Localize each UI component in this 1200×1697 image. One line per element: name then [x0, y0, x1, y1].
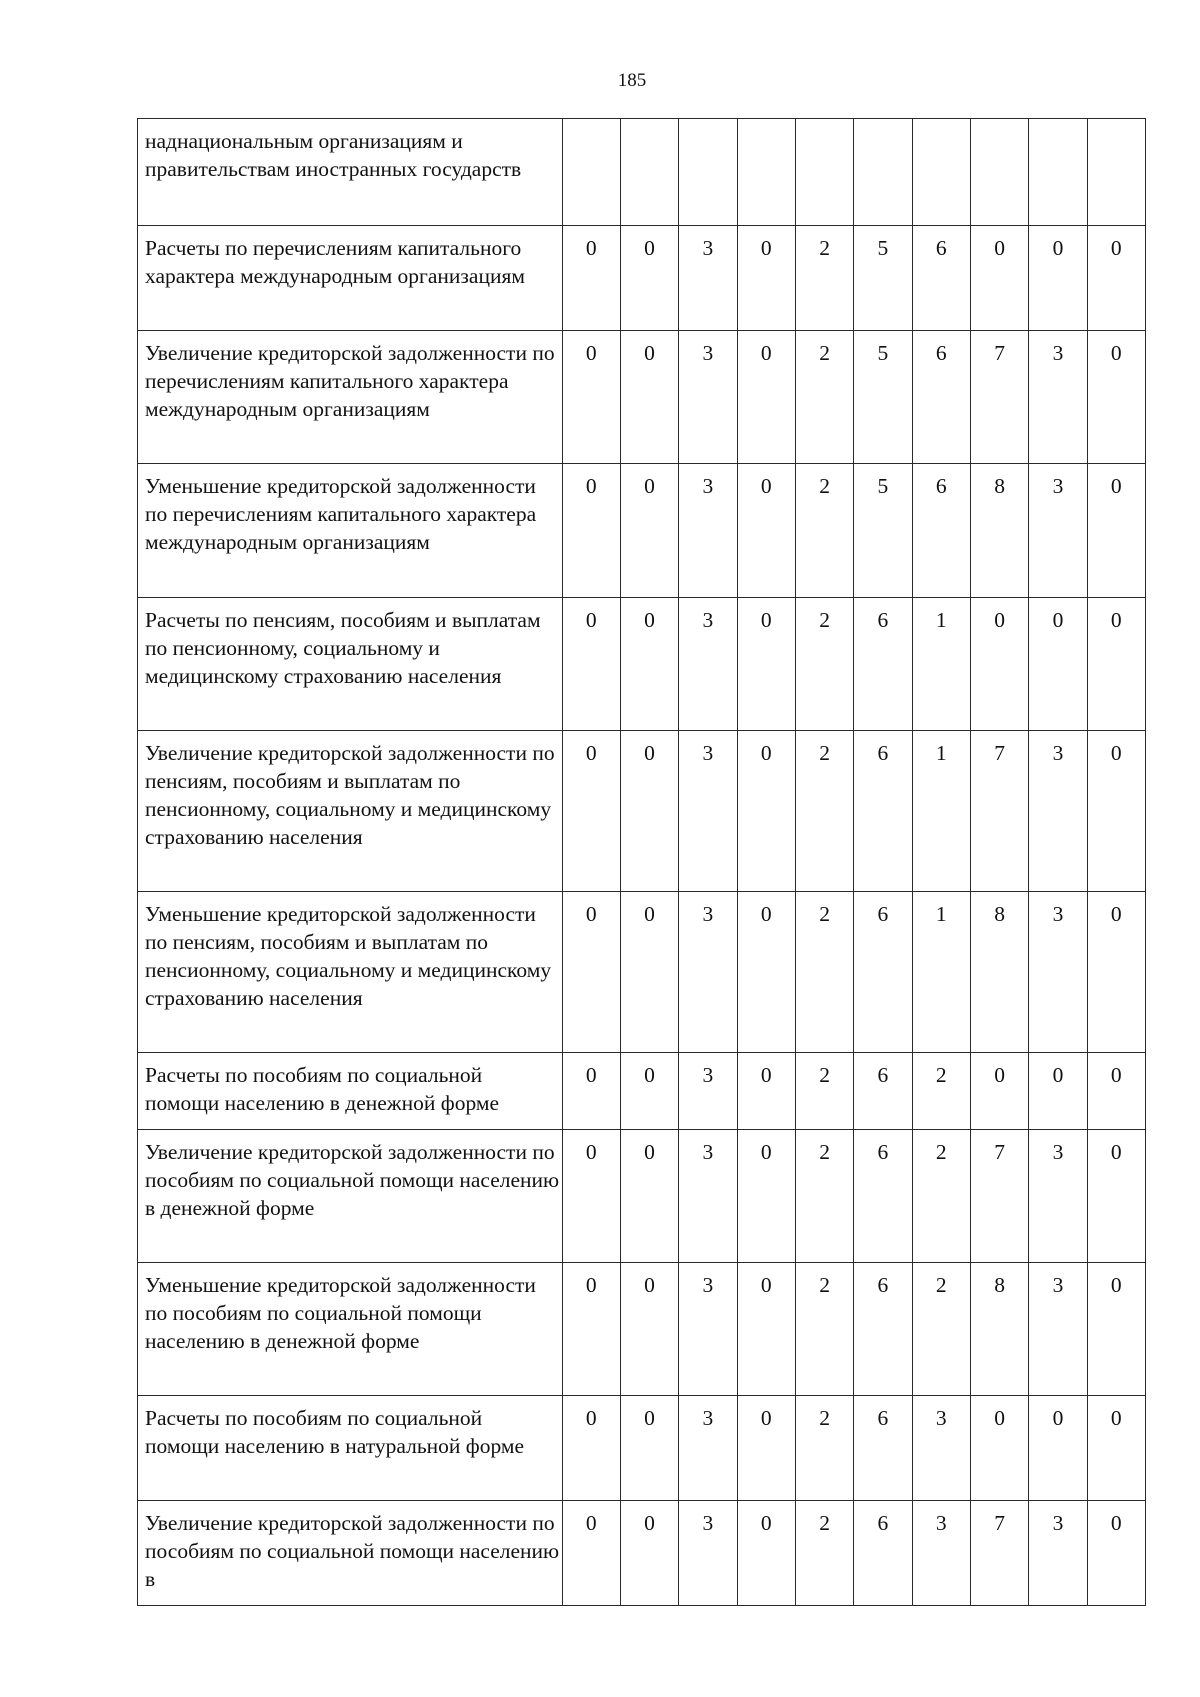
code-digit-cell: 0: [737, 1130, 795, 1263]
code-digit-cell: 0: [620, 731, 678, 892]
code-digit-cell: 0: [620, 1263, 678, 1396]
code-digit-cell: 3: [679, 598, 737, 731]
row-label: Расчеты по пособиям по социальной помощи населению в денежной форме: [138, 1053, 563, 1130]
code-digit-cell: 6: [912, 226, 970, 331]
code-digit-cell: 2: [795, 598, 853, 731]
code-digit-cell: 6: [854, 1053, 912, 1130]
code-digit-cell: 0: [737, 731, 795, 892]
code-digit-cell: [562, 119, 620, 226]
code-digit-cell: [795, 119, 853, 226]
code-digit-cell: 3: [679, 331, 737, 464]
code-digit-cell: 3: [1029, 331, 1087, 464]
code-digit-cell: 6: [854, 731, 912, 892]
code-digit-cell: 1: [912, 731, 970, 892]
code-digit-cell: 3: [679, 731, 737, 892]
row-label: Увеличение кредиторской задолженности по перечислениям капитального характера международным организациям: [138, 331, 563, 464]
code-digit-cell: 0: [620, 1053, 678, 1130]
code-digit-cell: 2: [795, 1263, 853, 1396]
table-row: [138, 1130, 1146, 1263]
code-digit-cell: 7: [970, 1501, 1028, 1606]
code-digit-cell: 5: [854, 331, 912, 464]
code-digit-cell: 0: [1087, 1053, 1145, 1130]
code-digit-cell: 3: [679, 226, 737, 331]
code-digit-cell: 3: [1029, 892, 1087, 1053]
code-digit-cell: 0: [562, 331, 620, 464]
code-digit-cell: 3: [679, 1053, 737, 1130]
code-digit-cell: 6: [854, 892, 912, 1053]
code-digit-cell: 0: [737, 1263, 795, 1396]
code-digit-cell: 2: [912, 1263, 970, 1396]
table-row: [138, 1263, 1146, 1396]
code-digit-cell: 0: [970, 226, 1028, 331]
code-digit-cell: 3: [1029, 1501, 1087, 1606]
code-digit-cell: 0: [737, 331, 795, 464]
code-digit-cell: 0: [970, 1396, 1028, 1501]
code-digit-cell: 0: [562, 1501, 620, 1606]
code-digit-cell: 0: [620, 892, 678, 1053]
code-digit-cell: 2: [795, 892, 853, 1053]
code-digit-cell: 2: [795, 1501, 853, 1606]
code-digit-cell: 3: [1029, 731, 1087, 892]
code-digit-cell: 0: [620, 1130, 678, 1263]
code-digit-cell: 0: [1087, 731, 1145, 892]
code-digit-cell: 0: [737, 892, 795, 1053]
code-digit-cell: 2: [795, 331, 853, 464]
code-digit-cell: 3: [1029, 1130, 1087, 1263]
code-digit-cell: 0: [1087, 598, 1145, 731]
code-digit-cell: 0: [1087, 892, 1145, 1053]
code-digit-cell: 6: [854, 1263, 912, 1396]
code-digit-cell: 0: [1087, 1501, 1145, 1606]
code-digit-cell: 0: [737, 598, 795, 731]
code-digit-cell: 0: [970, 598, 1028, 731]
code-digit-cell: 0: [620, 226, 678, 331]
code-digit-cell: 2: [795, 1053, 853, 1130]
code-digit-cell: 0: [1029, 226, 1087, 331]
code-digit-cell: 0: [562, 464, 620, 598]
code-digit-cell: 0: [562, 1053, 620, 1130]
code-digit-cell: 0: [1029, 1053, 1087, 1130]
code-digit-cell: 6: [912, 331, 970, 464]
code-digit-cell: 0: [737, 1053, 795, 1130]
code-digit-cell: 0: [1029, 598, 1087, 731]
code-digit-cell: 0: [737, 1501, 795, 1606]
code-digit-cell: 0: [1087, 1396, 1145, 1501]
code-digit-cell: 2: [795, 1130, 853, 1263]
table-row: [138, 892, 1146, 1053]
code-digit-cell: 0: [562, 1130, 620, 1263]
code-digit-cell: 3: [1029, 464, 1087, 598]
code-digit-cell: 0: [1087, 1130, 1145, 1263]
code-digit-cell: 0: [1029, 1396, 1087, 1501]
code-digit-cell: 0: [562, 731, 620, 892]
code-digit-cell: 0: [562, 598, 620, 731]
table-row: [138, 1396, 1146, 1501]
code-digit-cell: 0: [620, 1501, 678, 1606]
code-digit-cell: 6: [912, 464, 970, 598]
row-label: наднациональным организациям и правительствам иностранных государств: [138, 119, 563, 226]
code-digit-cell: 0: [562, 226, 620, 331]
code-digit-cell: 0: [970, 1053, 1028, 1130]
code-digit-cell: 5: [854, 226, 912, 331]
code-digit-cell: 2: [795, 464, 853, 598]
code-digit-cell: 3: [679, 892, 737, 1053]
table-row: [138, 119, 1146, 226]
code-digit-cell: 0: [1087, 1263, 1145, 1396]
code-digit-cell: 7: [970, 731, 1028, 892]
table-row: [138, 598, 1146, 731]
code-digit-cell: 3: [679, 1501, 737, 1606]
code-digit-cell: 3: [1029, 1263, 1087, 1396]
code-digit-cell: 0: [562, 1396, 620, 1501]
code-digit-cell: 8: [970, 892, 1028, 1053]
code-digit-cell: 8: [970, 1263, 1028, 1396]
code-digit-cell: 2: [912, 1053, 970, 1130]
table-row: [138, 1053, 1146, 1130]
code-digit-cell: 3: [679, 464, 737, 598]
code-digit-cell: 3: [679, 1396, 737, 1501]
code-digit-cell: 3: [912, 1501, 970, 1606]
code-digit-cell: 2: [912, 1130, 970, 1263]
code-digit-cell: 0: [620, 598, 678, 731]
code-digit-cell: 0: [620, 331, 678, 464]
code-digit-cell: 2: [795, 1396, 853, 1501]
code-digit-cell: 6: [854, 1501, 912, 1606]
code-digit-cell: 0: [562, 1263, 620, 1396]
code-digit-cell: [1029, 119, 1087, 226]
code-digit-cell: [679, 119, 737, 226]
code-digit-cell: 6: [854, 1130, 912, 1263]
row-label: Уменьшение кредиторской задолженности по пособиям по социальной помощи населению в денежной форме: [138, 1263, 563, 1396]
code-digit-cell: 0: [1087, 464, 1145, 598]
budget-codes-table: [137, 118, 1146, 1606]
row-label: Расчеты по перечислениям капитального характера международным организациям: [138, 226, 563, 331]
code-digit-cell: [970, 119, 1028, 226]
code-digit-cell: [737, 119, 795, 226]
code-digit-cell: 0: [737, 226, 795, 331]
row-label: Уменьшение кредиторской задолженности по перечислениям капитального характера международным организациям: [138, 464, 563, 598]
code-digit-cell: 0: [1087, 226, 1145, 331]
table-row: [138, 331, 1146, 464]
code-digit-cell: 3: [912, 1396, 970, 1501]
table-row: [138, 1501, 1146, 1606]
table-row: [138, 731, 1146, 892]
code-digit-cell: 2: [795, 226, 853, 331]
table-body: [138, 119, 1146, 1606]
code-digit-cell: 3: [679, 1130, 737, 1263]
code-digit-cell: 0: [1087, 331, 1145, 464]
code-digit-cell: 6: [854, 1396, 912, 1501]
code-digit-cell: 0: [620, 1396, 678, 1501]
row-label: Уменьшение кредиторской задолженности по пенсиям, пособиям и выплатам по пенсионному, социальному и медицинскому страхованию населения: [138, 892, 563, 1053]
table-row: [138, 464, 1146, 598]
code-digit-cell: 3: [679, 1263, 737, 1396]
code-digit-cell: 0: [620, 464, 678, 598]
code-digit-cell: 5: [854, 464, 912, 598]
code-digit-cell: 8: [970, 464, 1028, 598]
code-digit-cell: 1: [912, 892, 970, 1053]
code-digit-cell: 0: [562, 892, 620, 1053]
row-label: Расчеты по пенсиям, пособиям и выплатам по пенсионному, социальному и медицинскому страхованию населения: [138, 598, 563, 731]
code-digit-cell: 6: [854, 598, 912, 731]
row-label: Расчеты по пособиям по социальной помощи населению в натуральной форме: [138, 1396, 563, 1501]
code-digit-cell: [854, 119, 912, 226]
row-label: Увеличение кредиторской задолженности по пособиям по социальной помощи населению в: [138, 1501, 563, 1606]
row-label: Увеличение кредиторской задолженности по пособиям по социальной помощи населению в денежной форме: [138, 1130, 563, 1263]
row-label: Увеличение кредиторской задолженности по пенсиям, пособиям и выплатам по пенсионному, социальному и медицинскому страхованию населения: [138, 731, 563, 892]
code-digit-cell: 0: [737, 1396, 795, 1501]
code-digit-cell: 0: [737, 464, 795, 598]
code-digit-cell: 2: [795, 731, 853, 892]
page-number: 185: [617, 70, 647, 91]
code-digit-cell: 7: [970, 331, 1028, 464]
code-digit-cell: 1: [912, 598, 970, 731]
code-digit-cell: 7: [970, 1130, 1028, 1263]
code-digit-cell: [620, 119, 678, 226]
code-digit-cell: [1087, 119, 1145, 226]
code-digit-cell: [912, 119, 970, 226]
table-row: [138, 226, 1146, 331]
